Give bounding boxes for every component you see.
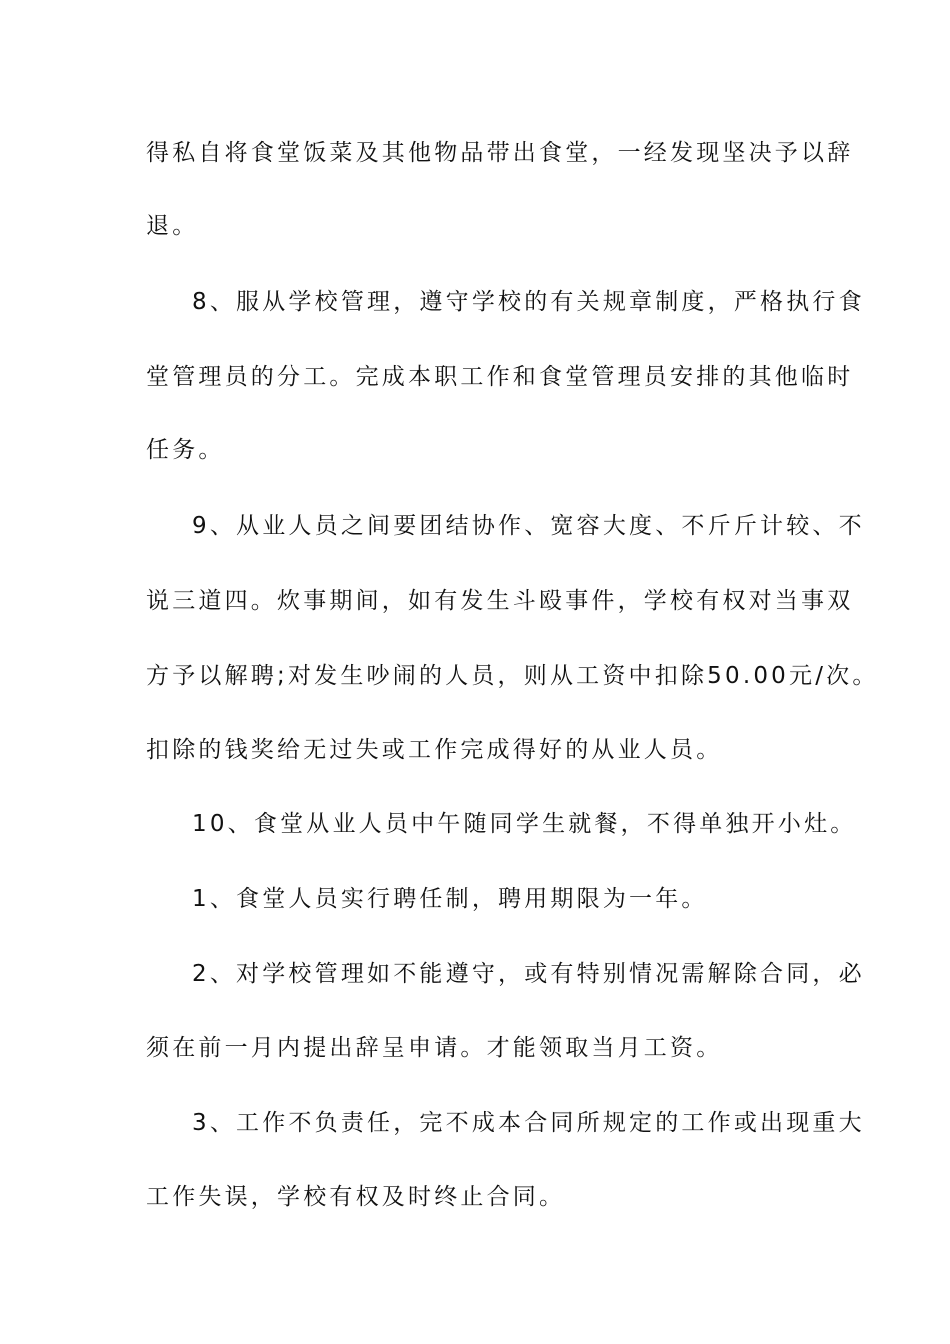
text-line: 须在前一月内提出辞呈申请。才能领取当月工资。 (146, 1035, 723, 1061)
contract-clause-1: 1、食堂人员实行聘任制，聘用期限为一年。 (192, 886, 708, 912)
paragraph-8-start: 8、服从学校管理，遵守学校的有关规章制度，严格执行食 (192, 289, 865, 315)
text-line: 堂管理员的分工。完成本职工作和食堂管理员安排的其他临时 (146, 364, 854, 390)
contract-clause-3-start: 3、工作不负责任，完不成本合同所规定的工作或出现重大 (192, 1110, 865, 1136)
text-line: 说三道四。炊事期间，如有发生斗殴事件，学校有权对当事双 (146, 588, 854, 614)
text-line: 工作失误，学校有权及时终止合同。 (146, 1184, 566, 1210)
text-line: 扣除的钱奖给无过失或工作完成得好的从业人员。 (146, 737, 723, 763)
text-line: 任务。 (146, 437, 225, 463)
text-line: 得私自将食堂饭菜及其他物品带出食堂，一经发现坚决予以辞 (146, 140, 854, 166)
text-line: 退。 (146, 213, 199, 239)
text-line: 方予以解聘;对发生吵闹的人员，则从工资中扣除50.00元/次。 (146, 663, 879, 689)
contract-clause-2-start: 2、对学校管理如不能遵守，或有特别情况需解除合同，必 (192, 961, 865, 987)
paragraph-9-start: 9、从业人员之间要团结协作、宽容大度、不斤斤计较、不 (192, 513, 865, 539)
paragraph-10: 10、食堂从业人员中午随同学生就餐，不得单独开小灶。 (192, 811, 857, 837)
